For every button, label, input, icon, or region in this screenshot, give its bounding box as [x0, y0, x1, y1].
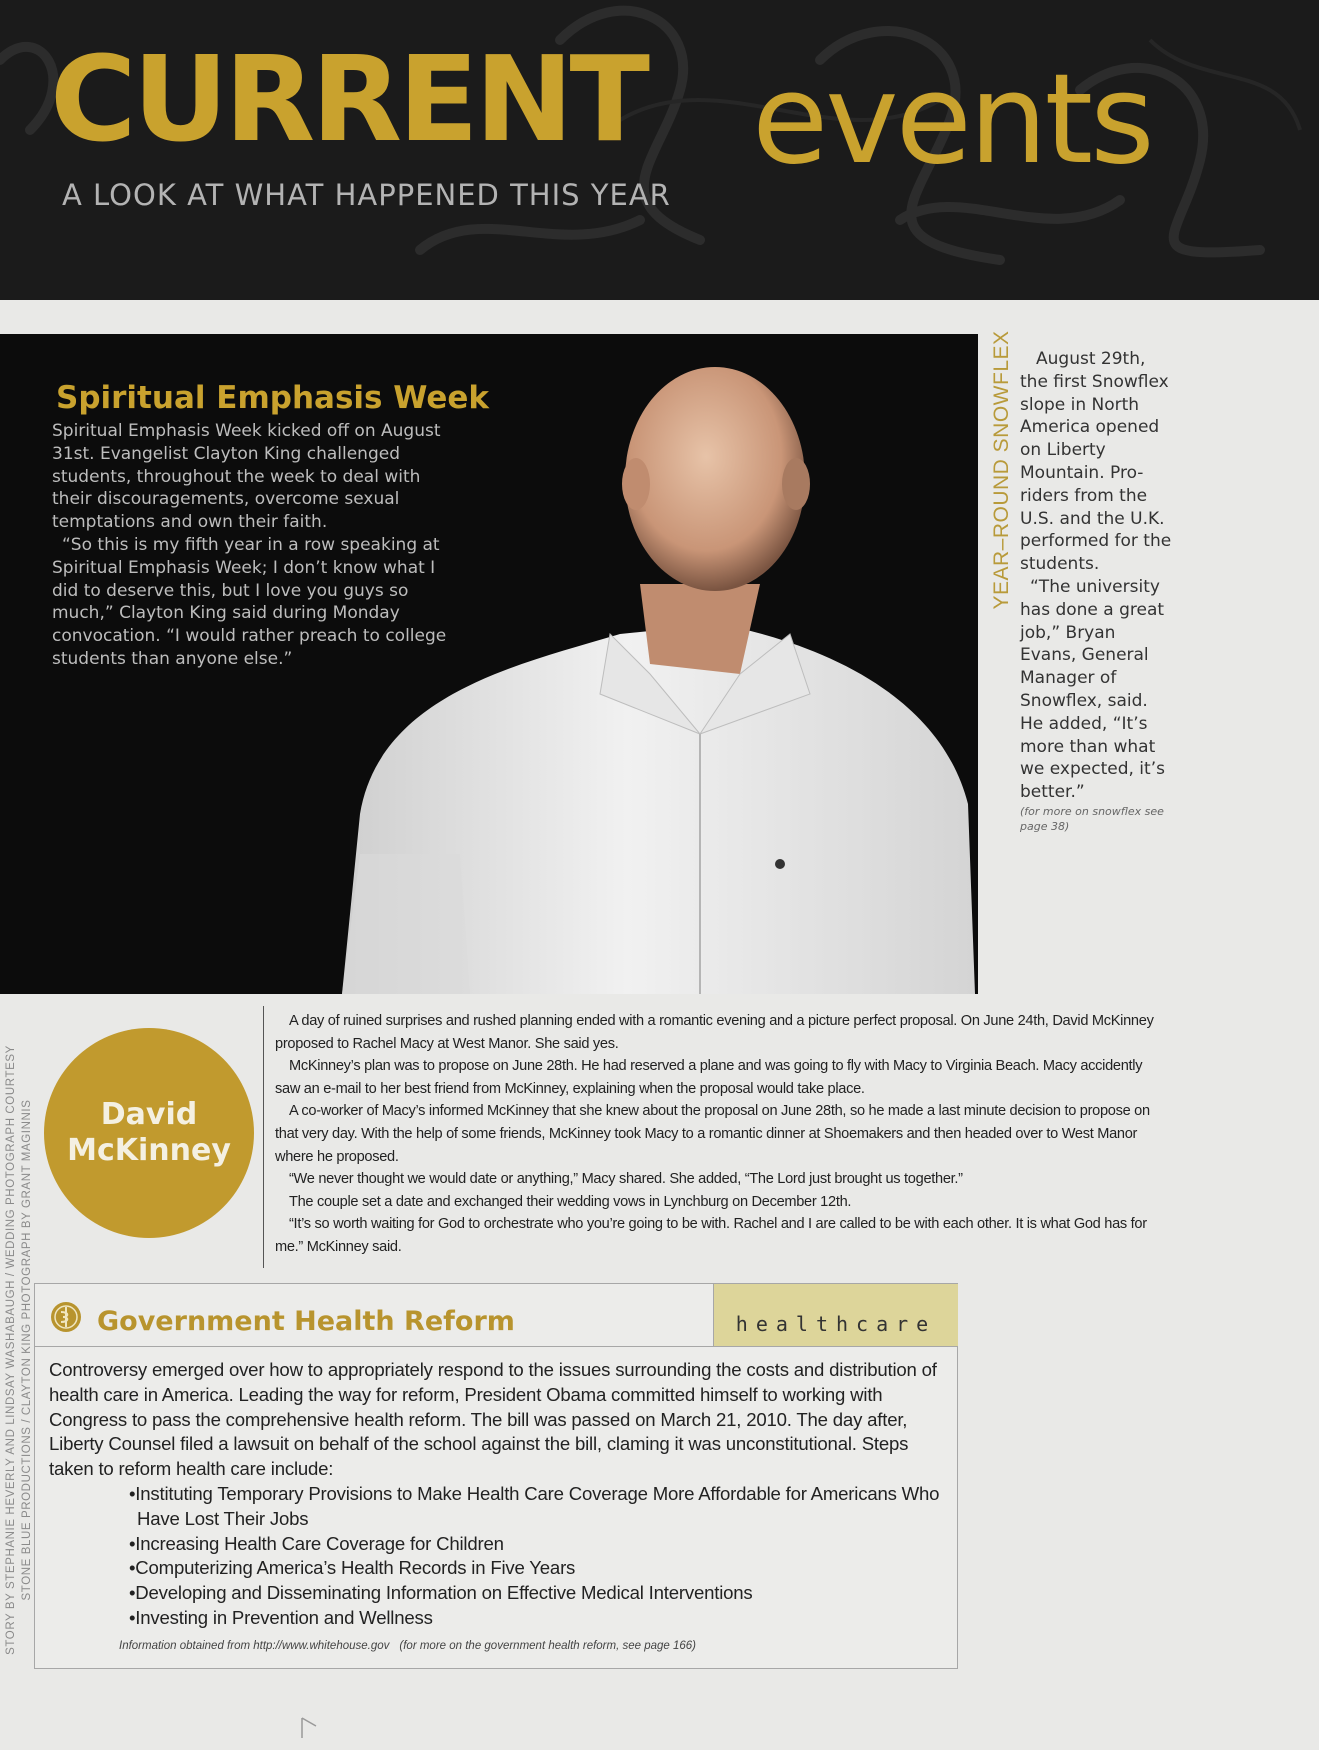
- mckinney-paragraph: The couple set a date and exchanged their wedding vows in Lynchburg on December 12th.: [289, 1193, 852, 1210]
- header-subtitle: A LOOK AT WHAT HAPPENED THIS YEAR: [62, 178, 671, 212]
- mckinney-paragraph: “It’s so worth waiting for God to orchestrate who you’re going to be with. Rachel and I are called to be with each other. It is what God has for me.” McKinney said.: [275, 1216, 1147, 1255]
- list-item: •Investing in Prevention and Wellness: [129, 1606, 433, 1628]
- snowflex-page-reference: (for more on snowflex see page 38): [1020, 804, 1164, 833]
- title-current: CURRENT: [50, 30, 646, 168]
- mckinney-story: [275, 1010, 1155, 1259]
- header-banner: [0, 0, 1319, 300]
- mckinney-paragraph: A co-worker of Macy’s informed McKinney that she knew about the proposal on June 28th, so he made a last minute decision to propose on that very day. With the help of some friends, McKinney took Macy to a romantic dinner at Shoemakers and then headed over to West Manor where he proposed.: [275, 1103, 1150, 1165]
- snowflex-text: [1020, 348, 1175, 834]
- title-events: events: [752, 48, 1152, 192]
- spiritual-paragraph: “So this is my fifth year in a row speaking at Spiritual Emphasis Week; I don’t know what I did to deserve this, but I love you guys so much,” Clayton King said during Monday convocation. “I would rather preach to college students than anyone else.”: [52, 534, 447, 669]
- list-item: •Developing and Disseminating Information on Effective Medical Interventions: [129, 1582, 753, 1604]
- health-intro: Controversy emerged over how to appropriately respond to the issues surrounding the costs and distribution of health care in America. Leading the way for reform, President Obama committed himself to working with Congress to pass the comprehensive health reform. The bill was passed on March 21, 2010. The day after, Liberty Counsel filed a lawsuit on behalf of the school against the bill, claming it was unconstitutional. Steps taken to reform health care include:: [49, 1359, 937, 1480]
- snowflex-label-text: YEAR–ROUND SNOWFLEX: [990, 330, 1013, 610]
- health-reform-header: [35, 1284, 957, 1347]
- mckinney-paragraph: A day of ruined surprises and rushed planning ended with a romantic evening and a picture perfect proposal. On June 24th, David McKinney proposed to Rachel Macy at West Manor. She said yes.: [275, 1013, 1154, 1052]
- spiritual-week-title: Spiritual Emphasis Week: [56, 380, 490, 416]
- health-reform-box: [34, 1283, 958, 1669]
- snowflex-paragraph: August 29th, the first Snowflex slope in North America opened on Liberty Mountain. Pro-riders from the U.S. and the U.K. performed for the students.: [1020, 349, 1172, 575]
- medical-seal-icon: [49, 1300, 83, 1334]
- mckinney-paragraph: “We never thought we would date or anything,” Macy shared. She added, “The Lord just brought us together.”: [289, 1171, 963, 1188]
- credit-line: STONE BLUE PRODUCTIONS / CLAYTON KING PHOTOGRAPH BY GRANT MAGINNIS: [21, 1099, 33, 1601]
- snowflex-paragraph: “The university has done a great job,” Bryan Evans, General Manager of Snowflex, said. He added, “It’s more than what we expected, it’s better.”: [1020, 576, 1165, 803]
- reform-steps-list: [49, 1482, 949, 1631]
- spiritual-paragraph: Spiritual Emphasis Week kicked off on August 31st. Evangelist Clayton King challenged students, throughout the week to deal with their discouragements, overcome sexual temptations and own their faith.: [52, 421, 441, 533]
- page-corner-mark-icon: [300, 1716, 320, 1740]
- credit-text: [3, 1045, 35, 1655]
- health-reform-title: Government Health Reform: [97, 1306, 515, 1337]
- snowflex-side-label: [985, 330, 1019, 610]
- health-reform-text: [49, 1358, 949, 1631]
- source-text: Information obtained from http://www.whitehouse.gov: [119, 1640, 390, 1652]
- source-page-reference: (for more on the government health reform, see page 166): [399, 1640, 697, 1652]
- photo-credit: [5, 1040, 33, 1660]
- mckinney-name-badge: [44, 1028, 254, 1238]
- column-divider: [263, 1006, 264, 1268]
- category-tag: [713, 1284, 958, 1346]
- list-item: •Computerizing America’s Health Records in Five Years: [129, 1557, 576, 1579]
- mckinney-paragraph: McKinney’s plan was to propose on June 28th. He had reserved a plane and was going to fly with Macy to Virginia Beach. Macy accidently saw an e-mail to her best friend from McKinney, explaining when the proposal would take place.: [275, 1058, 1143, 1097]
- mckinney-name: David McKinney: [67, 1097, 231, 1168]
- list-item: •Increasing Health Care Coverage for Children: [129, 1532, 504, 1554]
- list-item: •Instituting Temporary Provisions to Make Health Care Coverage More Affordable for Americans Who Have Lost Their Jobs: [129, 1482, 940, 1529]
- credit-line: STORY BY STEPHANIE HEVERLY AND LINDSAY WASHABAUGH / WEDDING PHOTOGRAPH COURTESY: [5, 1045, 17, 1655]
- category-tag-label: healthcare: [735, 1312, 937, 1336]
- health-source-note: [119, 1640, 696, 1652]
- spiritual-week-text: [52, 420, 452, 671]
